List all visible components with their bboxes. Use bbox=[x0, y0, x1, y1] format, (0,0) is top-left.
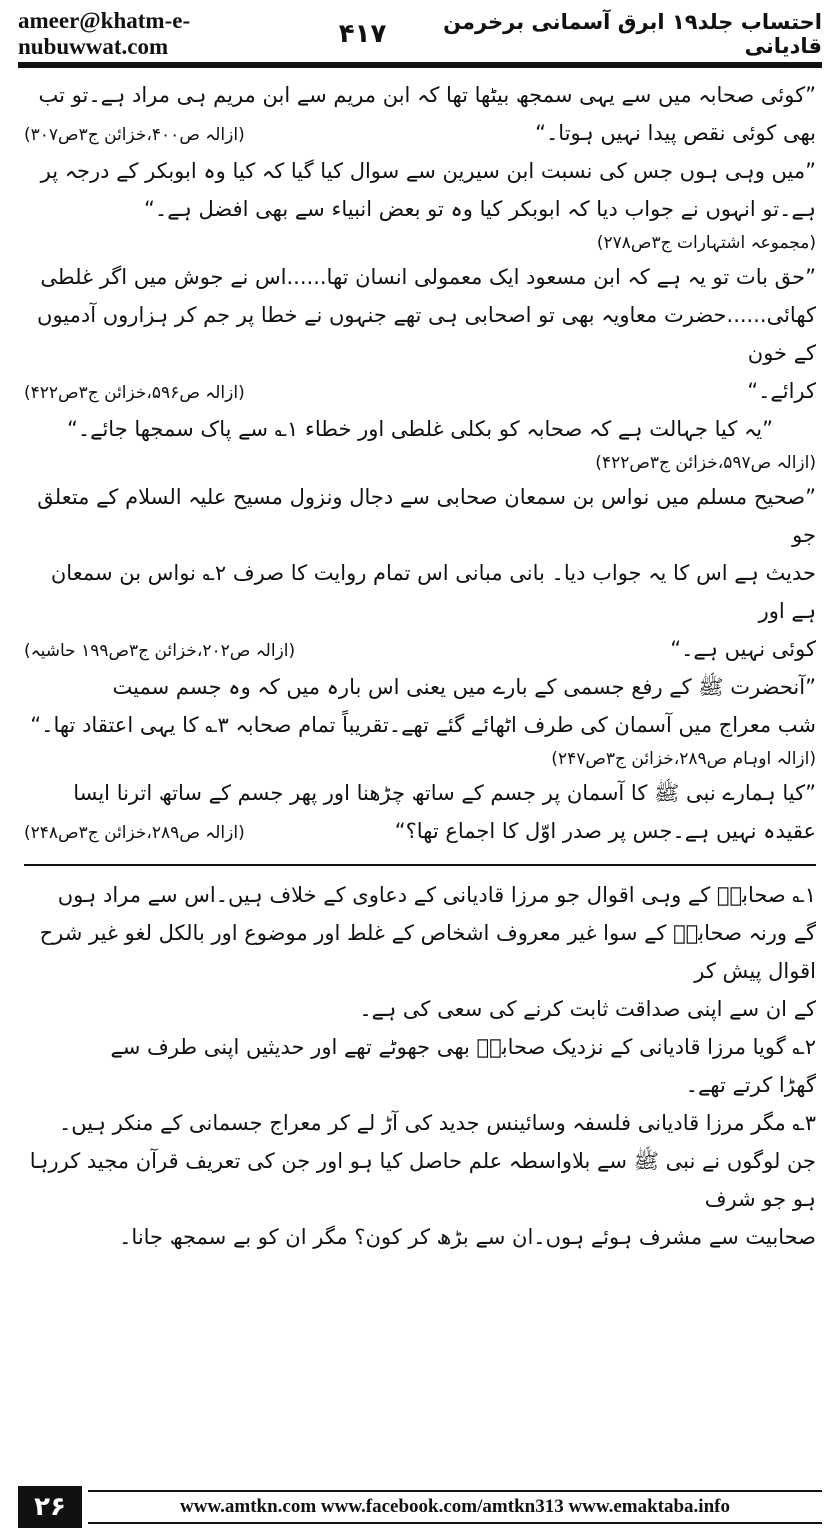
header-rule bbox=[18, 62, 822, 68]
reference-citation: (ازالہ اوہام ص۲۸۹،خزائن ج۳ص۲۴۷) bbox=[551, 749, 816, 769]
reference-citation: (ازالہ ص۲۰۲،خزائن ج۳ص۱۹۹ حاشیہ) bbox=[24, 641, 296, 661]
text-line: حدیث ہے اس کا یہ جواب دیا۔ بانی مبانی اس تمام روایت کا صرف ۲؎ نواس بن سمعان ہے اور bbox=[50, 561, 816, 623]
text-line: ۲؎ گویا مرزا قادیانی کے نزدیک صحابہؓ بھی جھوٹے تھے اور حدیثیں اپنی طرف سے bbox=[110, 1035, 816, 1059]
footer-urls: www.amtkn.com www.facebook.com/amtkn313 www.emaktaba.info bbox=[180, 1496, 730, 1517]
page-header bbox=[18, 8, 822, 59]
reference-citation: (ازالہ ص۴۰۰،خزائن ج۳ص۳۰۷) bbox=[24, 125, 245, 145]
header-title: احتساب جلد۱۹ ابرق آسمانی برخرمن قادیانی bbox=[443, 10, 822, 58]
reference-citation: (ازالہ ص۲۸۹،خزائن ج۳ص۲۴۸) bbox=[24, 823, 245, 843]
text-line-with-reference bbox=[24, 630, 816, 668]
footer-page-label: ۲۶ bbox=[18, 1486, 82, 1528]
text-line-with-reference bbox=[24, 812, 816, 850]
reference-citation: (ازالہ ص۵۹۷،خزائن ج۳ص۴۲۲) bbox=[595, 453, 816, 473]
text-line: گھڑا کرتے تھے۔ bbox=[685, 1073, 816, 1097]
footer-bar bbox=[88, 1486, 822, 1528]
page-footer bbox=[18, 1486, 822, 1528]
reference-citation: (مجموعہ اشتہارات ج۳ص۲۷۸) bbox=[596, 233, 816, 253]
text-line: بھی کوئی نقص پیدا نہیں ہوتا۔“ bbox=[535, 121, 816, 145]
text-line: صحابیت سے مشرف ہوئے ہوں۔ان سے بڑھ کر کون؟ مگر ان کو بے سمجھ جانا۔ bbox=[119, 1225, 816, 1249]
text-line: ”کیا ہمارے نبی ﷺ کا آسمان پر جسم کے ساتھ چڑھنا اور پھر جسم کے ساتھ اترنا ایسا bbox=[73, 781, 816, 805]
text-line: ”صحیح مسلم میں نواس بن سمعان صحابی سے دجال ونزول مسیح علیہ السلام کے متعلق جو bbox=[37, 485, 816, 547]
page-body bbox=[24, 76, 816, 1256]
text-line: جن لوگوں نے نبی ﷺ سے بلاواسطہ علم حاصل کیا ہو اور جن کی تعریف قرآن مجید کررہا ہو جو شرف bbox=[29, 1149, 816, 1211]
text-line-with-reference bbox=[24, 114, 816, 152]
text-line: عقیدہ نہیں ہے۔جس پر صدر اوّل کا اجماع تھا؟“ bbox=[394, 819, 816, 843]
footer-rule-bottom bbox=[88, 1522, 822, 1524]
header-left bbox=[18, 8, 386, 60]
text-line: گے ورنہ صحابہؓ کے سوا غیر معروف اشخاص کے غلط اور موضوع اور بالکل لغو غیر شرح اقوال پیش کر bbox=[39, 921, 816, 983]
text-line-with-reference bbox=[24, 372, 816, 410]
text-line: کرائے۔“ bbox=[747, 379, 816, 403]
text-line: ۱؎ صحابہؓ کے وہی اقوال جو مرزا قادیانی کے دعاوی کے خلاف ہیں۔اس سے مراد ہوں bbox=[57, 883, 816, 907]
footnote-divider bbox=[24, 864, 816, 866]
text-line: شب معراج میں آسمان کی طرف اٹھائے گئے تھے۔تقریباً تمام صحابہ ۳؎ کا یہی اعتقاد تھا۔“ bbox=[30, 713, 816, 737]
text-line: کے ان سے اپنی صداقت ثابت کرنے کی سعی کی ہے۔ bbox=[359, 997, 816, 1021]
text-line: ”یہ کیا جہالت ہے کہ صحابہ کو بکلی غلطی اور خطاء ۱؎ سے پاک سمجھا جائے۔“ bbox=[66, 417, 774, 441]
reference-citation: (ازالہ ص۵۹۶،خزائن ج۳ص۴۲۲) bbox=[24, 383, 245, 403]
text-line: کھائی......حضرت معاویہ بھی تو اصحابی ہی تھے جنہوں نے خطا پر جم کر ہزاروں آدمیوں کے خون bbox=[37, 303, 816, 365]
text-line: ۳؎ مگر مرزا قادیانی فلسفہ وسائینس جدید کی آڑ لے کر معراج جسمانی کے منکر ہیں۔ bbox=[58, 1111, 816, 1135]
text-line: کوئی نہیں ہے۔“ bbox=[670, 637, 816, 661]
header-page-number: ۴۱۷ bbox=[338, 19, 387, 49]
header-email: ameer@khatm-e-nubuwwat.com bbox=[18, 8, 191, 59]
text-line: ”میں وہی ہوں جس کی نسبت ابن سیرین سے سوال کیا گیا کہ کیا وہ ابوبکر کے درجہ پر bbox=[40, 159, 816, 183]
text-line: ”حق بات تو یہ ہے کہ ابن مسعود ایک معمولی انسان تھا......اس نے جوش میں اگر غلطی bbox=[40, 265, 816, 289]
text-line: ہے۔تو انہوں نے جواب دیا کہ ابوبکر کیا وہ تو بعض انبیاء سے بھی افضل ہے۔“ bbox=[144, 197, 816, 221]
text-line: ”آنحضرت ﷺ کے رفع جسمی کے بارے میں یعنی اس بارہ میں کہ وہ جسم سمیت bbox=[112, 675, 816, 699]
text-line: ”کوئی صحابہ میں سے یہی سمجھ بیٹھا تھا کہ ابن مریم سے ابن مریم ہی مراد ہے۔تو تب bbox=[38, 83, 816, 107]
